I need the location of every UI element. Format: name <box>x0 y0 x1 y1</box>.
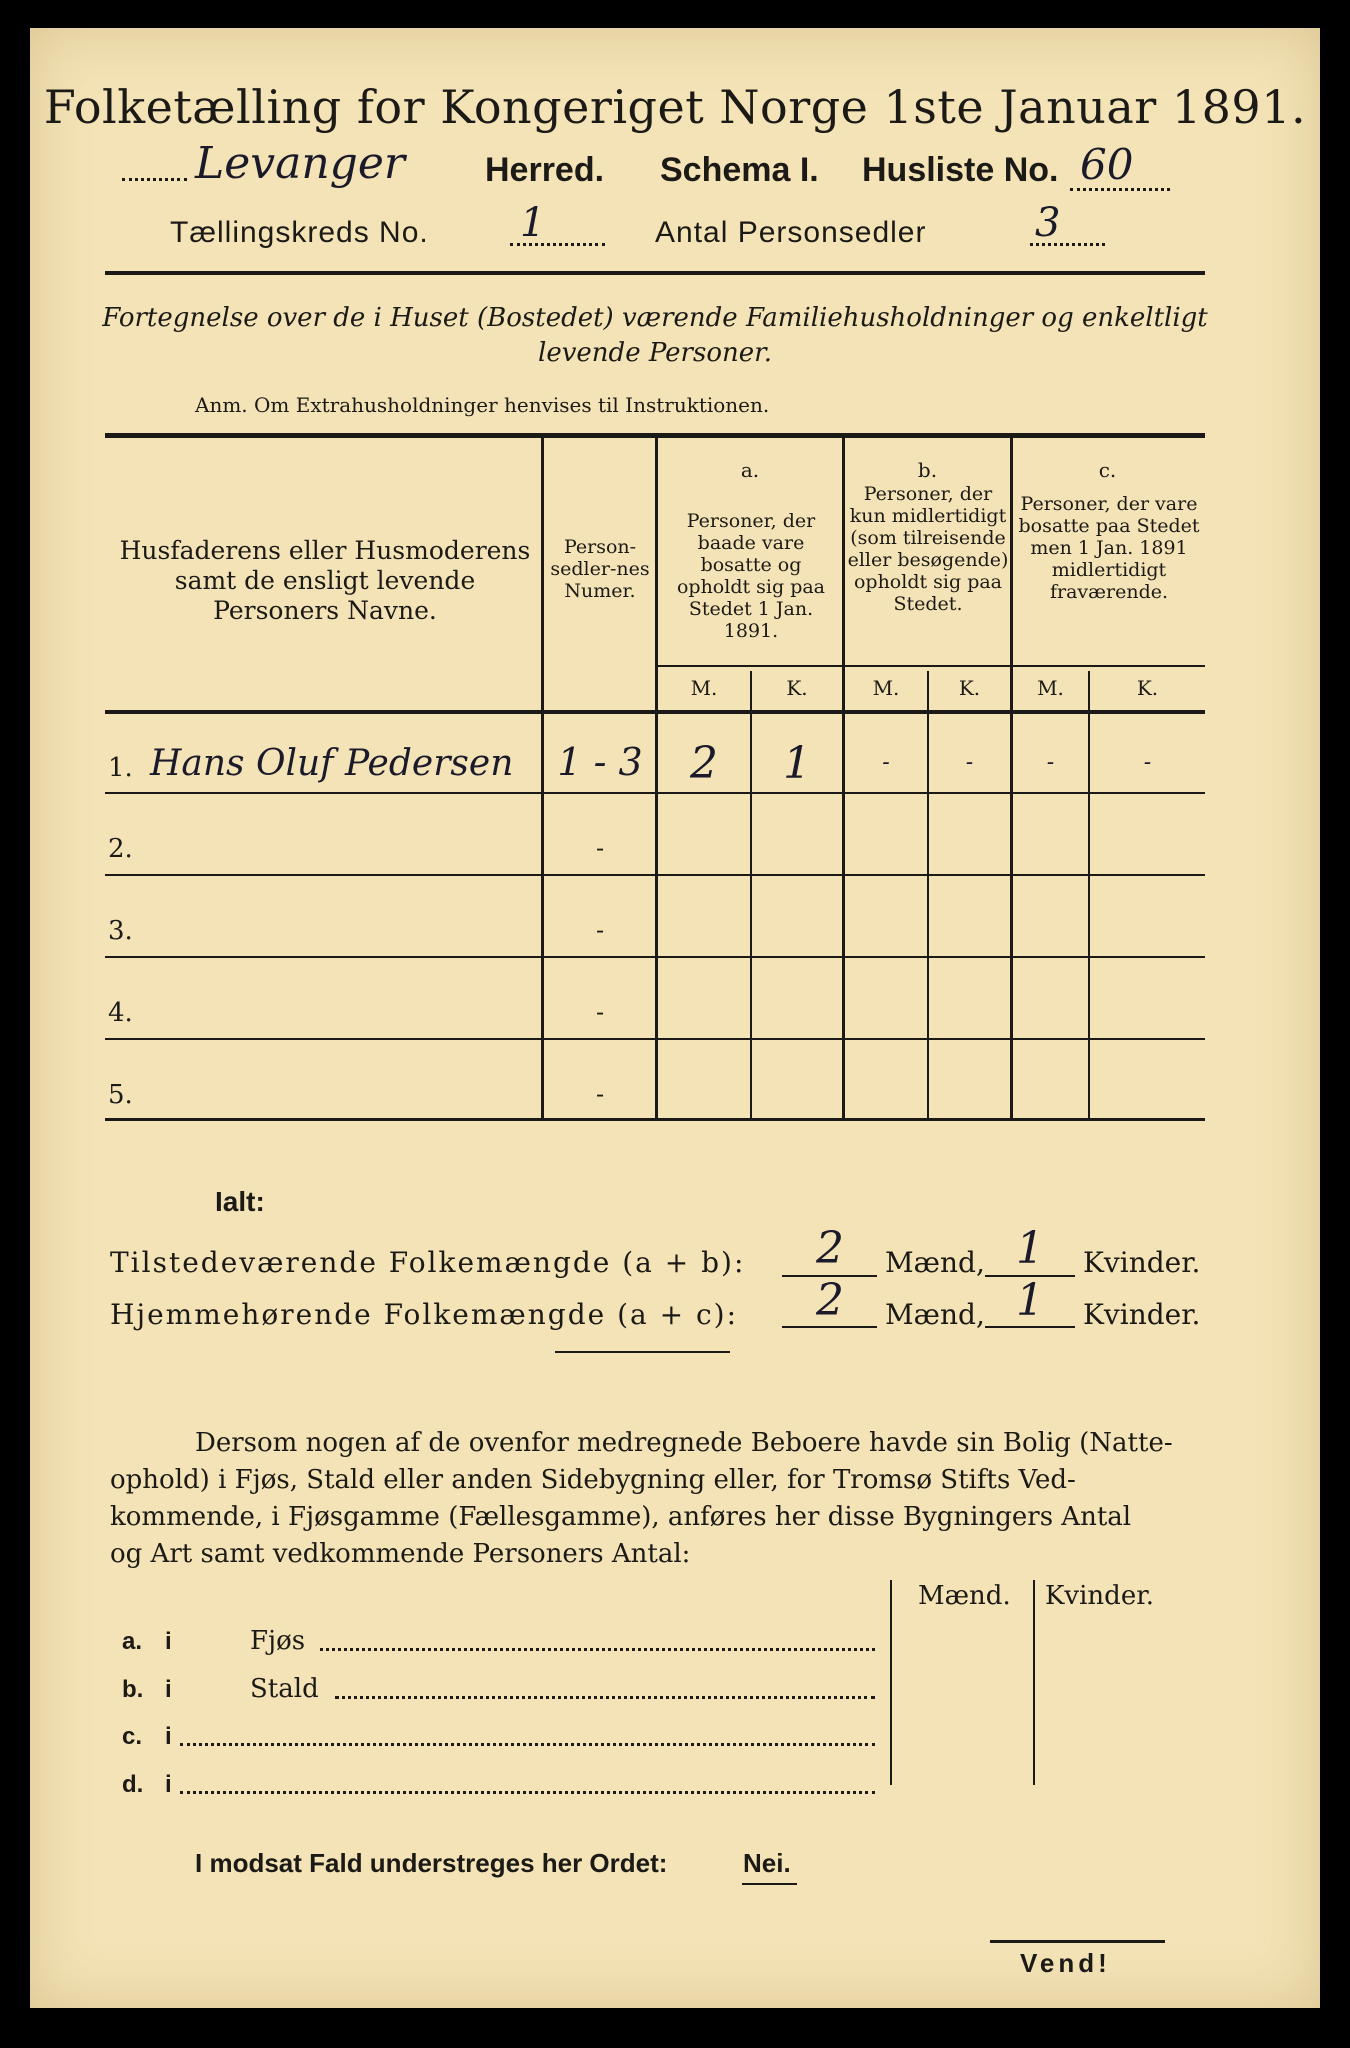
row-line <box>545 792 1205 794</box>
buildings-col-divider <box>890 1580 892 1785</box>
item-label: Fjøs <box>250 1626 306 1656</box>
col-header-a: Personer, der baade vare bosatte og opholdt sig paa Stedet 1 Jan. 1891. <box>676 510 826 642</box>
item-letter: c. <box>122 1723 143 1750</box>
col-divider <box>541 438 544 1118</box>
vend-text: Vend! <box>1020 1948 1111 1978</box>
tilstede-kvinder: 1 <box>1016 1223 1044 1274</box>
mk-sub-divider <box>1088 671 1090 1118</box>
buildings-para-1: Dersom nogen af de ovenfor medregnede Beboere havde sin Bolig (Natte- <box>195 1428 1173 1458</box>
b-maend: - <box>882 750 890 775</box>
vend-rule <box>990 1940 1165 1943</box>
item-letter: d. <box>122 1771 144 1798</box>
col-b-k: K. <box>958 676 981 700</box>
maend-label: Mænd, <box>885 1298 985 1331</box>
item-i: i <box>165 1676 172 1703</box>
total-underline <box>985 1326 1075 1328</box>
hjemme-kvinder: 1 <box>1016 1275 1044 1326</box>
item-i: i <box>165 1723 172 1750</box>
col-b-letter: b. <box>917 458 938 482</box>
total-underline <box>782 1326 877 1328</box>
antal-value: 3 <box>1035 200 1061 246</box>
buildings-col-divider <box>1033 1580 1035 1785</box>
mk-divider <box>658 665 1205 667</box>
form-title: Folketælling for Kongeriget Norge 1ste Januar 1891. <box>43 80 1307 134</box>
dotted-line <box>180 1791 875 1794</box>
hjemme-label: Hjemmehørende Folkemængde (a + c): <box>110 1298 738 1331</box>
col-divider <box>842 438 845 1118</box>
antal-label: Antal Personsedler <box>655 216 927 249</box>
col-header-names: Husfaderens eller Husmoderens samt de ensligt levende Personers Navne. <box>119 536 531 625</box>
col-c-m: M. <box>1037 676 1064 700</box>
mk-sub-divider <box>927 671 929 1118</box>
husliste-value: 60 <box>1080 140 1134 189</box>
item-label: Stald <box>250 1674 319 1704</box>
a-maend: 2 <box>690 738 718 789</box>
person-numer: 1 - 3 <box>557 740 643 784</box>
row-line <box>105 956 1205 958</box>
header-divider <box>105 271 1205 275</box>
row-line <box>105 874 1205 876</box>
col-b-m: M. <box>872 676 900 700</box>
c-maend: - <box>1046 750 1055 775</box>
footer-underline <box>742 1883 797 1885</box>
person-name: Hans Oluf Pedersen <box>150 743 514 784</box>
herred-value: Levanger <box>195 138 405 189</box>
tilstede-label: Tilstedeværende Folkemængde (a + b): <box>110 1246 746 1279</box>
dotted-line <box>1030 243 1105 246</box>
dotted-line <box>335 1696 875 1699</box>
buildings-col-kvinder: Kvinder. <box>1045 1581 1155 1611</box>
tilstede-maend: 2 <box>816 1223 844 1274</box>
item-letter: b. <box>122 1676 144 1703</box>
b-kvinder: - <box>965 750 974 775</box>
dotted-line <box>320 1648 875 1651</box>
row-line <box>105 792 565 794</box>
col-a-letter: a. <box>740 458 760 482</box>
person-numer: - <box>595 1080 605 1108</box>
item-letter: a. <box>122 1628 143 1655</box>
instruction-note: Anm. Om Extrahusholdninger henvises til Instruktionen. <box>195 393 770 417</box>
herred-label: Herred. <box>485 151 605 189</box>
buildings-col-maend: Mænd. <box>918 1581 1011 1611</box>
col-header-numer: Person-sedler-nes Numer. <box>550 536 650 602</box>
a-kvinder: 1 <box>783 738 811 789</box>
kvinder-label: Kvinder. <box>1083 1246 1201 1279</box>
kvinder-label: Kvinder. <box>1083 1298 1201 1331</box>
section-divider <box>555 1351 730 1353</box>
col-c-letter: c. <box>1098 458 1117 482</box>
dotted-line <box>510 243 605 246</box>
row-number: 1. <box>108 753 133 783</box>
dotted-line <box>1070 188 1170 191</box>
buildings-para-3: kommende, i Fjøsgamme (Fællesgamme), anføres her disse Bygningers Antal <box>110 1502 1132 1532</box>
row-number: 3. <box>108 916 133 946</box>
col-a-m: M. <box>690 676 718 700</box>
footer-word: Nei. <box>743 1848 791 1878</box>
husliste-label: Husliste No. <box>862 151 1059 189</box>
table-bottom-border <box>105 1118 1205 1121</box>
col-c-k: K. <box>1136 676 1159 700</box>
maend-label: Mænd, <box>885 1246 985 1279</box>
col-header-c: Personer, der vare bosatte paa Stedet men 1 Jan. 1891 midlertidigt fraværende. <box>1018 493 1200 603</box>
intro-line-1: Fortegnelse over de i Huset (Bostedet) værende Familiehusholdninger og enkeltligt <box>102 303 1208 333</box>
dotted-line <box>122 178 187 181</box>
col-header-b: Personer, der kun midlertidigt (som tilreisende eller besøgende) opholdt sig paa Stedet. <box>847 483 1009 615</box>
person-numer: - <box>595 834 605 862</box>
c-kvinder: - <box>1143 750 1152 775</box>
person-numer: - <box>595 916 605 944</box>
schema-label: Schema I. <box>660 151 819 189</box>
intro-line-2: levende Personer. <box>538 338 772 368</box>
col-a-k: K. <box>786 676 808 700</box>
footer-text: I modsat Fald understreges her Ordet: <box>195 1848 668 1878</box>
row-line <box>105 1038 1205 1040</box>
hjemme-maend: 2 <box>816 1275 844 1326</box>
col-divider <box>1010 438 1013 1118</box>
item-i: i <box>165 1771 172 1798</box>
row-number: 5. <box>108 1080 133 1110</box>
person-numer: - <box>595 998 605 1026</box>
kreds-label: Tællingskreds No. <box>170 216 429 249</box>
kreds-value: 1 <box>520 200 546 246</box>
ialt-label: Ialt: <box>215 1186 265 1217</box>
row-number: 4. <box>108 998 133 1028</box>
dotted-line <box>180 1743 875 1746</box>
buildings-para-4: og Art samt vedkommende Personers Antal: <box>110 1539 691 1569</box>
item-i: i <box>165 1628 172 1655</box>
row-number: 2. <box>108 834 133 864</box>
census-form <box>30 28 1320 2008</box>
buildings-para-2: ophold) i Fjøs, Stald eller anden Sidebygning eller, for Tromsø Stifts Ved- <box>110 1465 1076 1495</box>
